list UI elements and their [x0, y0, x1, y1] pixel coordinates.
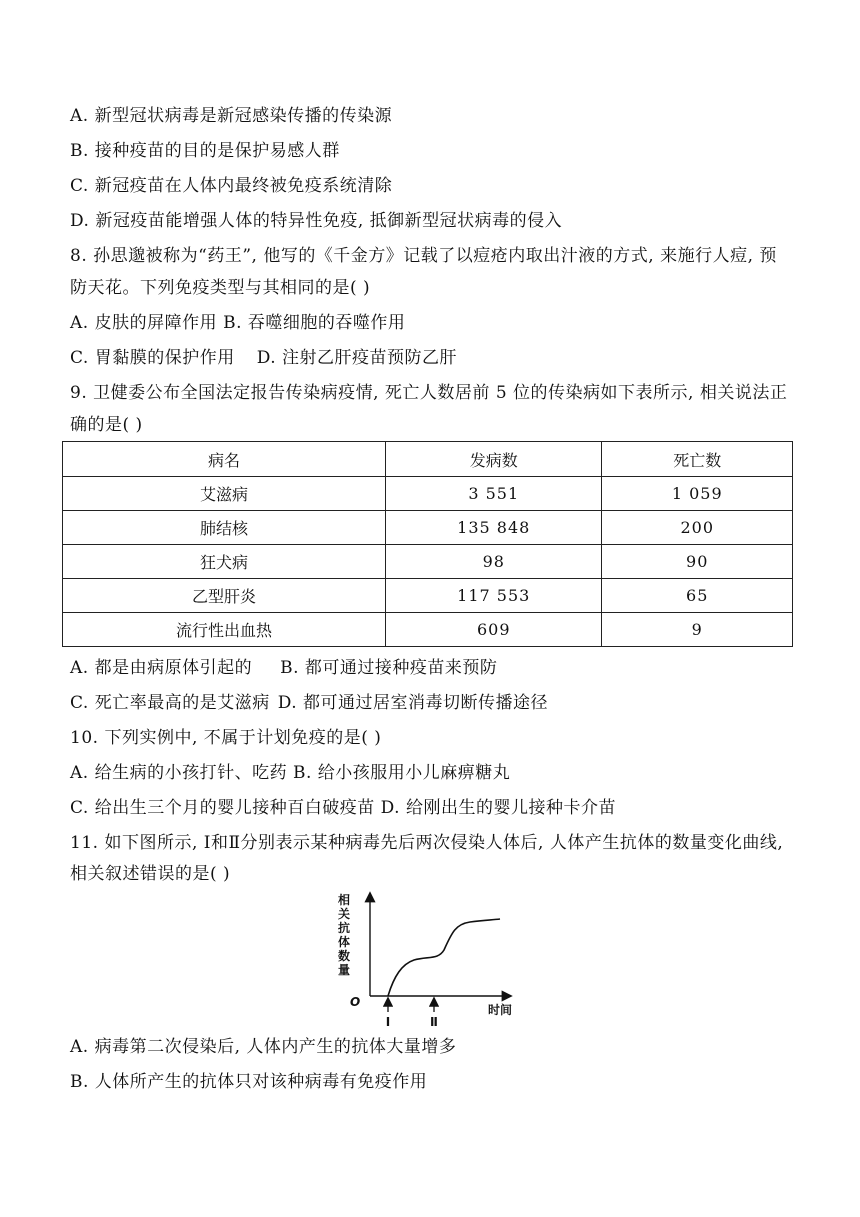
table-cell: 艾滋病 — [63, 477, 386, 511]
antibody-curve — [388, 919, 500, 996]
table-row — [63, 545, 793, 579]
table-cell: 117 553 — [386, 579, 602, 613]
table-header: 死亡数 — [602, 442, 793, 477]
y-axis-label-char: 抗 — [338, 921, 351, 935]
option-7c: C. 新冠疫苗在人体内最终被免疫系统清除 — [70, 176, 393, 196]
option-7d: D. 新冠疫苗能增强人体的特异性免疫, 抵御新型冠状病毒的侵入 — [70, 211, 563, 231]
table-row — [63, 613, 793, 647]
question-9-line1: 9. 卫健委公布全国法定报告传染病疫情, 死亡人数居前 5 位的传染病如下表所示, 相关说法正 — [70, 383, 788, 403]
question-10-options-ab: A. 给生病的小孩打针、吃药 B. 给小孩服用小儿麻痹糖丸 — [70, 763, 511, 783]
y-axis-label-char: 关 — [338, 907, 351, 921]
table-header-row — [63, 442, 793, 477]
marker-1-label: Ⅰ — [385, 1015, 391, 1028]
disease-table — [62, 441, 793, 647]
table-row — [63, 477, 793, 511]
question-8-options-cd — [70, 346, 457, 370]
option-8d: D. 注射乙肝疫苗预防乙肝 — [256, 348, 458, 368]
antibody-curve-figure — [330, 888, 520, 1028]
table-cell: 609 — [386, 613, 602, 647]
option-7a: A. 新型冠状病毒是新冠感染传播的传染源 — [70, 106, 393, 126]
option-11b: B. 人体所产生的抗体只对该种病毒有免疫作用 — [70, 1072, 428, 1092]
option-9c: C. 死亡率最高的是艾滋病 — [70, 693, 270, 713]
question-9-line2: 确的是( ) — [70, 415, 143, 435]
origin-label: O — [350, 995, 361, 1009]
table-cell: 狂犬病 — [63, 545, 386, 579]
table-cell: 乙型肝炎 — [63, 579, 386, 613]
question-8-line1: 8. 孙思邈被称为“药王”, 他写的《千金方》记载了以痘疮内取出汁液的方式, 来施行人痘, 预 — [70, 246, 777, 266]
y-axis-label-char: 相 — [338, 893, 351, 907]
table-header: 病名 — [63, 442, 386, 477]
question-9-options-ab — [70, 656, 497, 680]
question-9-options-cd — [70, 691, 548, 715]
question-11-line1: 11. 如下图所示, Ⅰ和Ⅱ分别表示某种病毒先后两次侵染人体后, 人体产生抗体的数量变化曲线, — [70, 833, 784, 853]
x-axis-label: 时间 — [488, 1003, 513, 1017]
question-10-options-cd: C. 给出生三个月的婴儿接种百白破疫苗 D. 给刚出生的婴儿接种卡介苗 — [70, 798, 616, 818]
option-11a: A. 病毒第二次侵染后, 人体内产生的抗体大量增多 — [70, 1037, 457, 1057]
y-axis-label-char: 数 — [338, 949, 351, 963]
table-cell: 9 — [602, 613, 793, 647]
option-9b: B. 都可通过接种疫苗来预防 — [280, 658, 498, 678]
table-cell: 3 551 — [386, 477, 602, 511]
option-9d: D. 都可通过居室消毒切断传播途径 — [277, 693, 549, 713]
question-8-options-ab — [70, 311, 405, 335]
option-7b: B. 接种疫苗的目的是保护易感人群 — [70, 141, 340, 161]
table-cell: 肺结核 — [63, 511, 386, 545]
table-cell: 1 059 — [602, 477, 793, 511]
table-row — [63, 579, 793, 613]
y-axis-label-char: 量 — [338, 963, 351, 977]
question-11-line2: 相关叙述错误的是( ) — [70, 864, 231, 884]
table-row — [63, 511, 793, 545]
option-9a: A. 都是由病原体引起的 — [70, 658, 253, 678]
table-cell: 135 848 — [386, 511, 602, 545]
option-8b: B. 吞噬细胞的吞噬作用 — [223, 313, 406, 333]
question-8-line2: 防天花。下列免疫类型与其相同的是( ) — [70, 278, 371, 298]
table-cell: 流行性出血热 — [63, 613, 386, 647]
question-10-stem: 10. 下列实例中, 不属于计划免疫的是( ) — [70, 728, 382, 748]
table-cell: 98 — [386, 545, 602, 579]
marker-2-label: Ⅱ — [430, 1015, 438, 1028]
option-8a: A. 皮肤的屏障作用 — [70, 313, 218, 333]
table-cell: 200 — [602, 511, 793, 545]
table-header: 发病数 — [386, 442, 602, 477]
table-cell: 65 — [602, 579, 793, 613]
y-axis-label-char: 体 — [338, 935, 351, 949]
option-8c: C. 胃黏膜的保护作用 — [70, 348, 235, 368]
table-cell: 90 — [602, 545, 793, 579]
